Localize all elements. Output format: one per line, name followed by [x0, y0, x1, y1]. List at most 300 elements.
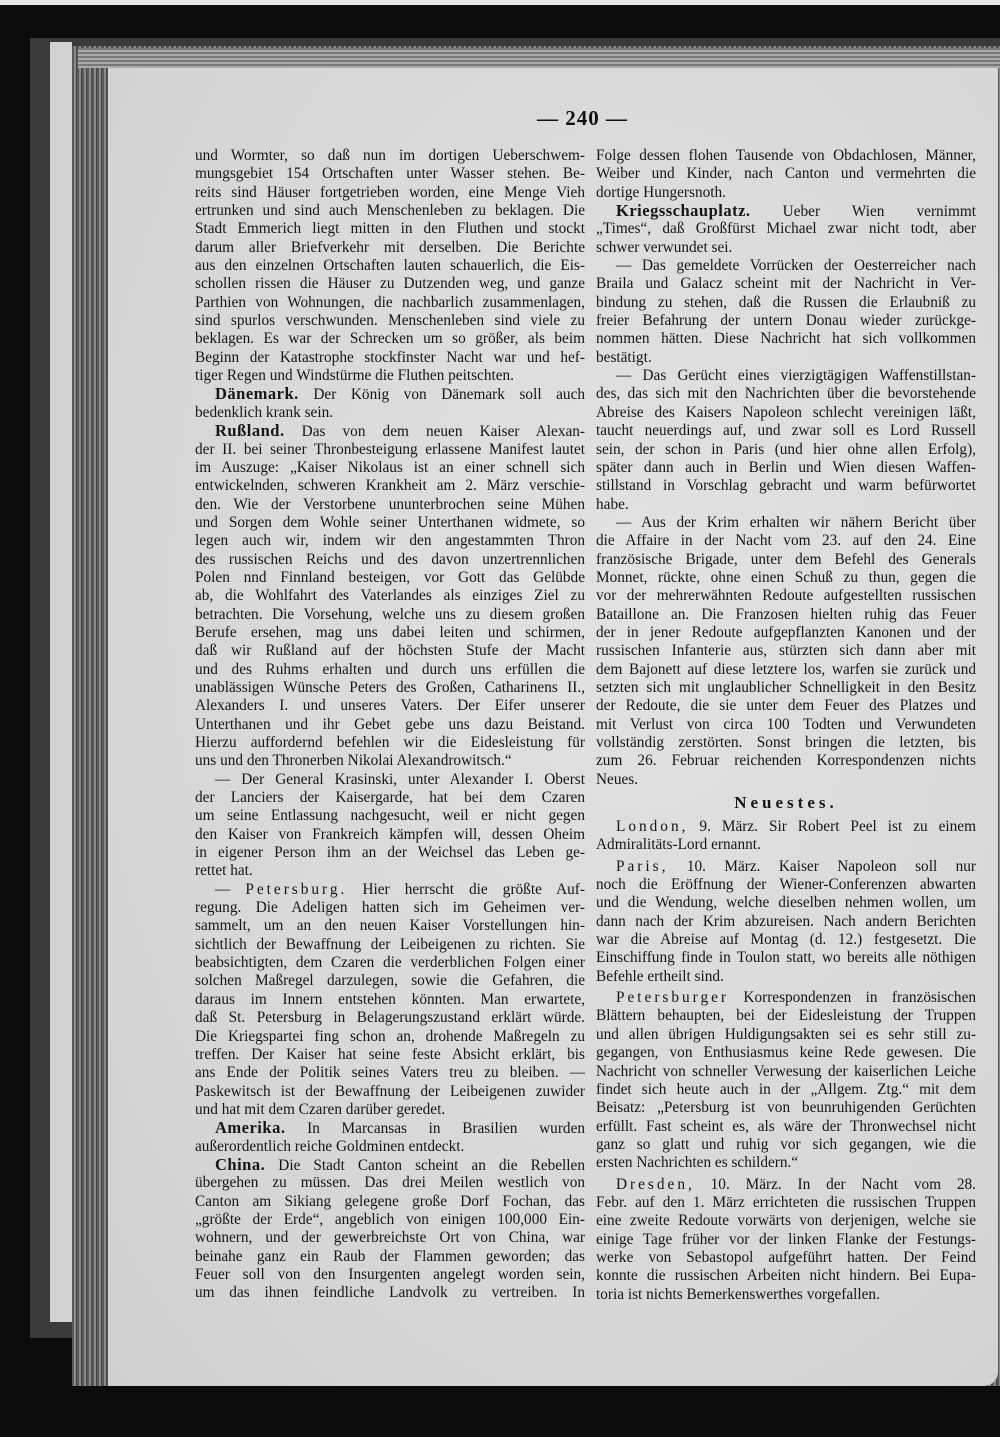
text-line — [195, 587, 585, 605]
line-text: und die Wendung, welche dieselben nehmen wollen, um — [596, 894, 976, 912]
line-text: zum 26. Februar reichenden Korrespondenzen nichts — [596, 752, 976, 770]
dateline: Paris, — [616, 857, 669, 875]
line-text: war die Abreise auf Montag (d. 12.) festgesetzt. Die — [596, 931, 976, 949]
line-text: ertrunken und sind auch Menschenleben zu beklagen. Die — [195, 202, 585, 220]
text-line — [195, 752, 585, 770]
line-content — [195, 349, 585, 367]
line-content — [215, 881, 585, 899]
text-line — [195, 294, 585, 312]
line-content — [195, 459, 585, 477]
line-text: 10. März. Kaiser Napoleon soll nur — [686, 857, 976, 875]
line-text: nommen hätten. Diese Nachricht hat sich vollkommen — [596, 330, 976, 348]
article-paragraph — [596, 989, 976, 1172]
article-paragraph — [596, 257, 976, 367]
text-line — [596, 367, 976, 385]
text-line — [195, 954, 585, 972]
line-content — [616, 514, 976, 532]
line-text: uns und den Thronerben Nikolai Alexandrowitsch.“ — [195, 752, 512, 770]
line-content — [195, 679, 585, 697]
line-content — [195, 496, 585, 514]
article-paragraph — [596, 147, 976, 202]
text-line — [596, 949, 976, 967]
article-paragraph — [596, 818, 976, 855]
line-text: habe. — [596, 495, 629, 513]
text-line — [195, 1046, 585, 1064]
line-text: außerordentlich reiche Goldminen entdeckt. — [195, 1137, 465, 1155]
text-line — [195, 826, 585, 844]
line-content — [596, 587, 976, 605]
line-content — [596, 569, 976, 587]
text-line — [596, 349, 976, 367]
text-line — [596, 1212, 976, 1230]
text-line — [195, 1266, 585, 1284]
line-content — [596, 1026, 976, 1044]
line-content — [596, 1063, 976, 1081]
text-line — [195, 239, 585, 257]
text-line — [195, 936, 585, 954]
text-line — [596, 697, 976, 715]
text-line — [596, 147, 976, 165]
line-content — [195, 624, 585, 642]
line-text: daraus im Innern entstehen könnten. Man erwartete, — [195, 990, 585, 1008]
text-line — [195, 147, 585, 165]
text-line — [195, 642, 585, 660]
line-content — [195, 1229, 585, 1247]
text-line — [195, 972, 585, 990]
line-content — [616, 1176, 976, 1194]
line-content — [195, 752, 512, 770]
line-text: Die Kriegspartei fing schon an, drohende Maßregeln zu — [195, 1027, 585, 1045]
text-line — [596, 551, 976, 569]
article-paragraph — [195, 385, 585, 422]
text-line — [195, 184, 585, 202]
line-content — [195, 514, 585, 532]
line-text: Feuer soll von den Insurgenten angelegt worden sein, — [195, 1265, 585, 1283]
line-text: die Affaire in der Nacht vom 23. auf den 24. Eine — [596, 532, 976, 550]
line-text: Polen nnd Finnland besteigen, vor Gott das Gelübde — [195, 568, 585, 586]
text-line — [195, 716, 585, 734]
line-content — [195, 789, 585, 807]
line-content — [596, 931, 976, 949]
text-line — [596, 294, 976, 312]
line-text: Admiralitäts-Lord ernannt. — [596, 836, 761, 854]
text-line — [596, 569, 976, 587]
text-line — [195, 697, 585, 715]
line-content — [596, 1136, 976, 1154]
line-text: der II. bei seiner Thronbesteigung erlassene Manifest lautet — [195, 440, 585, 458]
article-heading: Kriegsschauplatz. — [616, 201, 751, 221]
text-line — [596, 1044, 976, 1062]
line-text: entwickelnden, schweren Krankheit am 2. März verschie- — [195, 477, 585, 495]
text-line — [596, 330, 976, 348]
text-line — [195, 220, 585, 238]
line-text: Befehle ertheilt sind. — [596, 967, 724, 985]
line-content — [596, 1249, 976, 1267]
line-text: bestätigt. — [596, 348, 652, 366]
line-text: Paskewitsch ist der Bewaffnung der Leibeigenen zuwider — [195, 1082, 585, 1100]
text-line — [195, 1284, 585, 1302]
line-text: Folge dessen flohen Tausende von Obdachlosen, Männer, — [596, 147, 976, 164]
line-text: taucht neuerdings auf, und zwar soll es Lord Russell — [596, 422, 976, 440]
line-text: 10. März. In der Nacht vom 28. — [710, 1175, 977, 1193]
text-line — [195, 1156, 585, 1174]
article-heading: Amerika. — [215, 1118, 286, 1138]
line-text: russischen Infanterie aus, stürzten sich dann aber mit — [596, 642, 976, 660]
line-text: stillstand in Vorschlag gebracht und warm befürwortet — [596, 477, 976, 495]
line-content — [596, 913, 976, 931]
text-line — [195, 1138, 585, 1156]
line-content — [195, 275, 585, 293]
line-content — [195, 532, 585, 550]
line-text: solchen Maßregel darzulegen, sowie die Gefahren, die — [195, 972, 585, 990]
line-content — [596, 716, 976, 734]
line-content — [195, 404, 333, 422]
text-line — [195, 1248, 585, 1266]
text-line — [596, 1081, 976, 1099]
line-text: erfüllt. Fast scheint es, als wäre der Thronwechsel nicht — [596, 1117, 976, 1135]
line-content — [195, 1266, 585, 1284]
line-text: vollständig zerstörten. Sonst bringen die letzten, bis — [596, 734, 976, 751]
line-text: freier Befahrung der untern Donau wieder zurückge- — [596, 312, 976, 330]
text-line — [596, 661, 976, 679]
page-number: — 240 — — [537, 106, 628, 130]
text-line — [195, 275, 585, 293]
line-text: — Das gemeldete Vorrücken der Oesterreicher nach — [616, 257, 976, 275]
line-text: sichtlich der Bewaffnung der Leibeigenen zu richten. Sie — [195, 935, 585, 953]
line-content — [596, 949, 976, 967]
line-text: und des Ruhms erhalten und durch uns erfüllen die — [195, 660, 585, 678]
text-line — [195, 257, 585, 275]
line-content — [195, 734, 585, 752]
line-content — [596, 147, 976, 165]
text-line — [596, 441, 976, 459]
text-line — [596, 606, 976, 624]
line-content — [596, 624, 976, 642]
text-line — [596, 818, 976, 836]
line-content — [596, 1154, 798, 1172]
line-content — [596, 404, 976, 422]
right-column-articles — [596, 147, 976, 789]
text-line — [596, 220, 976, 238]
text-line — [195, 1064, 585, 1082]
line-content — [195, 899, 585, 917]
line-content — [195, 716, 585, 734]
text-line — [195, 661, 585, 679]
line-text: Canton am Sikiang gelegene große Dorf Fochan, das — [195, 1192, 585, 1210]
dateline: Dresden, — [616, 1175, 695, 1193]
line-content — [596, 876, 976, 894]
article-paragraph — [596, 858, 976, 986]
line-text: — Das Gerücht eines vierzigtägigen Waffenstillstan- — [616, 367, 976, 385]
line-text: Abreise des Kaisers Napoleon schlecht vereinigen läßt, — [596, 403, 976, 421]
line-text: werke von Sebastopol aufgeführt hatten. Der Feind — [596, 1248, 976, 1266]
text-line — [596, 422, 976, 440]
text-line — [596, 1249, 976, 1267]
line-text: tiger Regen und Windstürme die Fluthen peitschten. — [195, 367, 515, 385]
text-line — [596, 385, 976, 403]
line-content — [596, 1194, 976, 1212]
line-content — [596, 1118, 976, 1136]
line-content — [596, 734, 976, 752]
text-line — [596, 624, 976, 642]
line-content — [195, 257, 585, 275]
article-paragraph — [596, 514, 976, 789]
line-text: mit Verlust von circa 100 Todten und Verwundeten — [596, 715, 976, 733]
article-paragraph — [195, 147, 585, 385]
text-line — [195, 532, 585, 550]
line-content — [596, 968, 724, 986]
line-text: In Marcansas in Brasilien wurden — [307, 1120, 586, 1138]
line-text: konnte die russischen Arbeiten nicht hindern. Bei Eupa- — [596, 1267, 976, 1285]
line-text: und Wormter, so daß nun im dortigen Ueberschwem- — [195, 147, 585, 164]
line-text: der in jener Redoute aufgepflanzten Kanonen und der — [596, 623, 976, 641]
text-line — [596, 1063, 976, 1081]
line-content — [215, 1156, 585, 1175]
article-paragraph — [195, 422, 585, 771]
line-content — [195, 1284, 585, 1302]
text-line — [596, 459, 976, 477]
text-line — [596, 836, 976, 854]
line-content — [596, 349, 652, 367]
line-content — [596, 1286, 880, 1304]
line-content — [596, 275, 976, 293]
line-content — [195, 991, 585, 1009]
line-text: treffen. Der Kaiser hat seine feste Absicht erklärt, bis — [195, 1045, 585, 1063]
line-text: in eigener Person ihm an der Weichsel das Leben ge- — [195, 844, 585, 862]
line-content — [596, 771, 638, 789]
line-content — [195, 312, 585, 330]
line-content — [596, 642, 976, 660]
line-content — [195, 239, 585, 257]
line-content — [616, 202, 976, 221]
line-text: im Auszuge: „Kaiser Nikolaus ist an einer schnell sich — [195, 458, 585, 476]
text-line — [596, 679, 976, 697]
line-content — [195, 917, 585, 935]
text-line — [596, 184, 976, 202]
article-heading: Rußland. — [215, 421, 285, 441]
line-content — [596, 532, 976, 550]
line-text: Das von dem neuen Kaiser Alexan- — [301, 423, 585, 441]
article-paragraph — [596, 367, 976, 514]
article-paragraph — [195, 1119, 585, 1156]
text-line — [195, 734, 585, 752]
text-line — [195, 789, 585, 807]
line-text: Hierzu auffordernd befehlen wir die Eidesleistung für — [195, 734, 585, 751]
line-content — [596, 697, 976, 715]
line-content — [596, 752, 976, 770]
scan-top-margin — [0, 0, 1000, 5]
article-paragraph — [195, 1156, 585, 1303]
text-line — [195, 771, 585, 789]
text-line — [195, 385, 585, 403]
line-text: eine zweite Redoute vorwärts von derjenigen, welche sie — [596, 1212, 976, 1230]
text-line — [596, 1007, 976, 1025]
line-content — [195, 807, 585, 825]
line-text: dem Bajonett auf diese letztere los, warfen sie zurück und — [596, 660, 976, 678]
text-line — [195, 441, 585, 459]
line-content — [195, 330, 585, 348]
article-paragraph — [596, 1176, 976, 1304]
line-text: Unterthanen und ihr Gebet gebe uns dazu Beistand. — [195, 715, 585, 733]
text-line — [596, 496, 976, 514]
text-line — [195, 312, 585, 330]
line-text: schollen rissen die Häuser zu Dutzenden weg, und ganze — [195, 275, 585, 293]
line-content — [596, 239, 732, 257]
line-content — [596, 477, 976, 495]
line-text: sein, der schon in Paris (und hier ohne allen Erfolg), — [596, 440, 976, 458]
section-title-neuestes: Neuestes. — [734, 793, 838, 813]
line-text: Beisatz: „Petersburg ist von beunruhigenden Gerüchten — [596, 1099, 976, 1117]
text-line — [596, 257, 976, 275]
line-content — [195, 1046, 585, 1064]
line-text: französische Brigade, unter dem Befehl des Generals — [596, 550, 976, 568]
line-content — [616, 989, 976, 1007]
line-content — [195, 844, 585, 862]
line-text: Beginn der Katastrophe stockfinster Nacht war und hef- — [195, 348, 585, 366]
text-line — [195, 422, 585, 440]
line-text: sammelt, um an den neuen Kaiser Vorstellungen hin- — [195, 917, 585, 935]
text-line — [195, 991, 585, 1009]
text-line — [596, 876, 976, 894]
dash-prefix: — — [215, 880, 246, 898]
line-text: Ueber Wien vernimmt — [782, 203, 976, 221]
text-line — [596, 275, 976, 293]
text-line — [596, 1136, 976, 1154]
line-text: einige Tage früher vor der linken Flanke der Festungs- — [596, 1230, 976, 1248]
line-content — [195, 1211, 585, 1229]
text-line — [596, 931, 976, 949]
text-line — [596, 989, 976, 1007]
line-content — [195, 1101, 445, 1119]
text-line — [596, 1231, 976, 1249]
line-text: Bataillone an. Die Franzosen hielten ruhig das Feuer — [596, 605, 976, 623]
text-line — [195, 862, 585, 880]
line-text: des, das sich mit den Nachrichten über die bevorstehende — [596, 385, 976, 403]
line-content — [215, 1119, 585, 1138]
article-heading: Dänemark. — [215, 384, 299, 404]
line-content — [195, 1248, 585, 1266]
text-line — [596, 587, 976, 605]
line-content — [195, 1009, 585, 1027]
line-text: beinahe ganz ein Raub der Flammen geworden; das — [195, 1247, 585, 1265]
line-text: später dann auch in Berlin und Wien diesen Waffen- — [596, 458, 976, 476]
line-text: bedenklich krank sein. — [195, 403, 334, 421]
line-text: schwer verwundet sei. — [596, 238, 733, 256]
dateline: Petersburger — [616, 989, 730, 1007]
line-text: bindung zu stehen, daß die Russen die Erlaubniß zu — [596, 293, 976, 311]
line-text: Stadt Emmerich liegt mitten in den Fluthen und stockt — [195, 220, 585, 238]
text-line — [596, 858, 976, 876]
line-text: ersten Nachrichten es schildern.“ — [596, 1154, 799, 1172]
line-text: wohnern, und der gewerbreichste Ort von China, war — [195, 1229, 585, 1247]
line-text: — Aus der Krim erhalten wir nähern Bericht über — [616, 513, 976, 531]
line-text: betrachten. Die Vorsehung, welche uns zu diesem großen — [195, 605, 585, 623]
text-line — [596, 202, 976, 220]
article-heading: China. — [215, 1154, 266, 1174]
line-text: ganz so glatt und ruhig vor sich gegangen, wie die — [596, 1135, 976, 1153]
text-line — [596, 477, 976, 495]
line-content — [195, 826, 585, 844]
line-text: übergehen zu müssen. Das drei Meilen westlich von — [195, 1174, 585, 1192]
line-text: und hat mit dem Czaren darüber geredet. — [195, 1100, 446, 1118]
line-text: daß wir Rußland auf der höchsten Stufe der Macht — [195, 642, 585, 660]
line-content — [596, 679, 976, 697]
text-line — [195, 679, 585, 697]
text-line — [195, 1229, 585, 1247]
line-content — [596, 606, 976, 624]
text-line — [195, 367, 585, 385]
text-line — [195, 404, 585, 422]
line-content — [195, 477, 585, 495]
text-line — [596, 771, 976, 789]
line-content — [195, 569, 585, 587]
text-line — [596, 642, 976, 660]
line-text: sind spurlos verschwunden. Menschenleben sind viele zu — [195, 312, 585, 330]
article-paragraph — [195, 881, 585, 1119]
line-text: aus den einzelnen Ortschaften lauten schauerlich, die Eis- — [195, 257, 585, 275]
line-text: Weiber und Kinder, nach Canton und vermehrten die — [596, 165, 976, 183]
text-line — [596, 1154, 976, 1172]
line-content — [195, 165, 585, 183]
text-line — [195, 477, 585, 495]
line-content — [215, 385, 585, 404]
text-line — [195, 844, 585, 862]
line-text: findet sich heute auch in der „Allgem. Ztg.“ mit dem — [596, 1080, 976, 1098]
article-paragraph — [195, 771, 585, 881]
line-text: und Sorgen dem Wohle seiner Unterthanen widmete, so — [195, 513, 585, 531]
line-text: reits sind Häuser fortgetrieben worden, eine Menge Vieh — [195, 183, 585, 201]
line-content — [596, 165, 976, 183]
text-line — [596, 734, 976, 752]
line-content — [195, 1193, 585, 1211]
text-line — [195, 807, 585, 825]
text-line — [195, 330, 585, 348]
line-content — [596, 385, 976, 403]
line-content — [195, 1083, 585, 1101]
text-line — [195, 1174, 585, 1192]
line-text: beabsichtigten, dem Czaren die verderblichen Folgen einer — [195, 954, 585, 972]
line-text: den Kaiser von Frankreich kämpfen will, dessen Oheim — [195, 825, 585, 843]
text-line — [195, 1193, 585, 1211]
line-content — [596, 1044, 976, 1062]
page-stack-edge — [50, 42, 72, 1322]
line-content — [195, 862, 253, 880]
text-line — [596, 239, 976, 257]
line-content — [596, 1007, 976, 1025]
line-text: Febr. auf den 1. März errichteten die russischen Truppen — [596, 1193, 976, 1211]
text-line — [596, 312, 976, 330]
text-line — [195, 1009, 585, 1027]
line-text: Korrespondenzen in französischen — [743, 989, 977, 1007]
line-content — [195, 642, 585, 660]
text-line — [596, 1026, 976, 1044]
line-content — [596, 551, 976, 569]
text-line — [596, 1118, 976, 1136]
line-text: und allen übrigen Huldigungsakten sei es sehr still zu- — [596, 1025, 976, 1043]
line-text: Parthien von Wohnungen, die nachbarlich zusammenlagen, — [195, 293, 585, 311]
line-text: „größte der Erde“, angeblich von einigen 100,000 Ein- — [195, 1210, 585, 1228]
line-content — [195, 147, 585, 165]
line-content — [616, 367, 976, 385]
text-line — [596, 752, 976, 770]
article-paragraph — [596, 202, 976, 257]
text-line — [596, 1099, 976, 1117]
line-content — [616, 257, 976, 275]
text-line — [596, 514, 976, 532]
text-line — [195, 881, 585, 899]
text-line — [195, 551, 585, 569]
line-content — [596, 496, 629, 514]
